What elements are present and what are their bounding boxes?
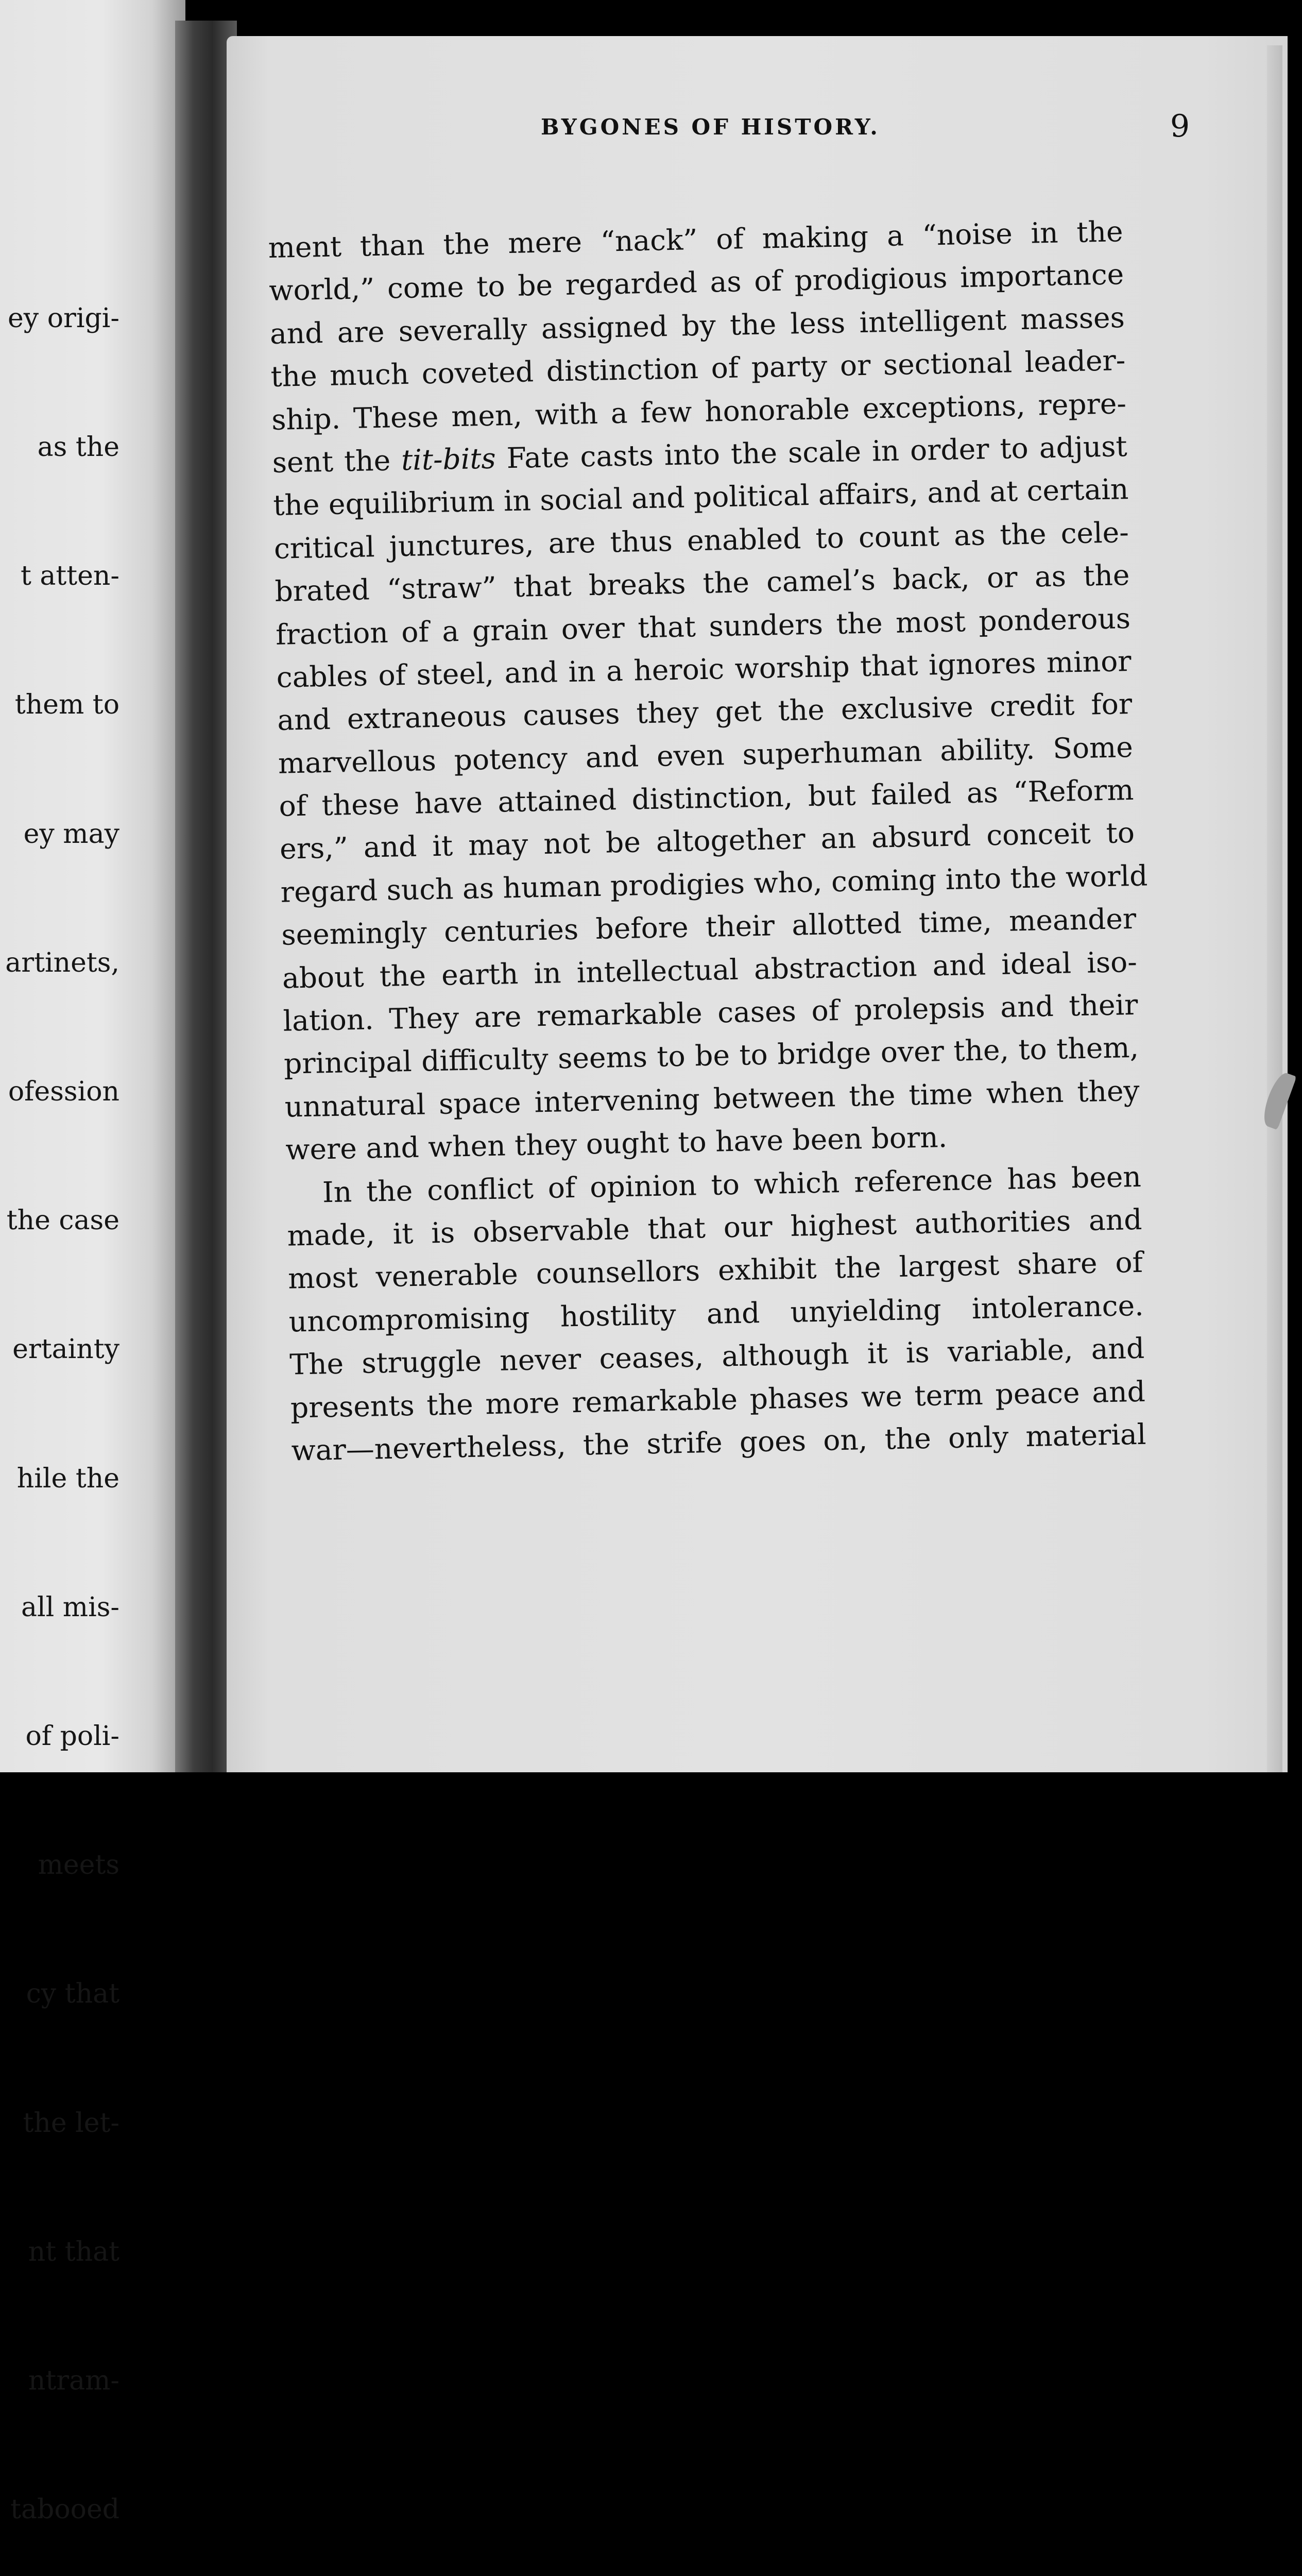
facing-line: tabooed [10,2494,119,2526]
text-line: regard such as human prodigies who, coming into the world [280,859,1148,909]
facing-line: t atten- [20,561,119,592]
facing-line: hile the [16,1463,119,1494]
text-line: about the earth in intellectual abstraction and ideal iso- [282,945,1138,995]
text-line: made, it is observable that our highest authorities and [286,1202,1142,1252]
facing-line: all mis- [21,1591,119,1623]
facing-line: ofession [8,1076,119,1108]
text-line: the equilibrium in social and political affairs, and at certain [272,472,1129,522]
text-line: war—nevertheless, the strife goes on, the only material [290,1417,1146,1467]
facing-line: artinets, [5,947,119,978]
facing-page-text [5,211,119,2576]
text-line: In the conflict of opinion to which reference has been [322,1160,1142,1209]
facing-line: them to [14,689,119,721]
text-line: ship. These men, with a few honorable exceptions, repre- [271,386,1127,436]
facing-line: the let- [23,2107,119,2139]
text-line: lation. They are remarkable cases of prolepsis and their [282,988,1138,1038]
text-line: cables of steel, and in a heroic worship that ignores minor [276,644,1132,694]
text-line: brated “straw” that breaks the camel’s back, or as the [274,558,1130,608]
facing-line: as the [37,432,119,463]
facing-line: ertainty [12,1334,119,1365]
text-line: uncompromising hostility and unyielding intolerance. [288,1289,1144,1338]
text-line: the much coveted distinction of party or sectional leader- [270,344,1126,394]
running-title: BYGONES OF HISTORY. [541,114,880,140]
text-line: ment than the mere “nack” of making a “noise in the [268,215,1124,264]
text-run: sent the [272,444,391,479]
text-line: of these have attained distinction, but failed as “Reform [278,773,1134,823]
facing-line: meets [38,1850,119,1881]
text-line: fraction of a grain over that sunders the most ponderous [275,601,1131,651]
text-line: world,” come to be regarded as of prodigious importance [268,258,1124,308]
facing-line: ntram- [28,2365,119,2397]
italic-phrase: tit-bits [401,442,496,477]
text-line: The struggle never ceases, although it is variable, and [289,1331,1145,1381]
page-edge [1267,45,1282,1772]
facing-line: ey origi- [8,302,119,334]
text-line: most venerable counsellors exhibit the largest share of [287,1246,1143,1295]
facing-line: nt that [28,2236,119,2267]
body-text [268,210,1146,1472]
running-header [319,108,1190,160]
text-line: ers,” and it may not be altogether an absurd conceit to [279,816,1135,866]
page-number: 9 [1170,108,1190,144]
facing-line: ey may [23,818,119,850]
facing-line: of poli- [25,1721,119,1752]
facing-line: the case [6,1205,119,1236]
text-line: marvellous potency and even superhuman ability. Some [278,730,1134,780]
text-line: and are severally assigned by the less intelligent masses [269,300,1125,350]
text-line: were and when they ought to have been born. [285,1121,948,1166]
text-line: principal difficulty seems to be to bridge over the, to them, [283,1031,1139,1081]
facing-line: cy that [26,1978,119,2010]
text-line: and extraneous causes they get the exclusive credit for [277,687,1133,737]
facing-page [0,0,185,2526]
text-line: seemingly centuries before their allotted time, meander [281,902,1137,952]
text-line: critical junctures, are thus enabled to count as the cele- [273,515,1129,565]
text-line: presents the more remarkable phases we term peace and [290,1375,1146,1425]
text-run: Fate casts into the scale in order to adjust [506,430,1128,475]
text-line: unnatural space intervening between the time when they [284,1074,1140,1124]
